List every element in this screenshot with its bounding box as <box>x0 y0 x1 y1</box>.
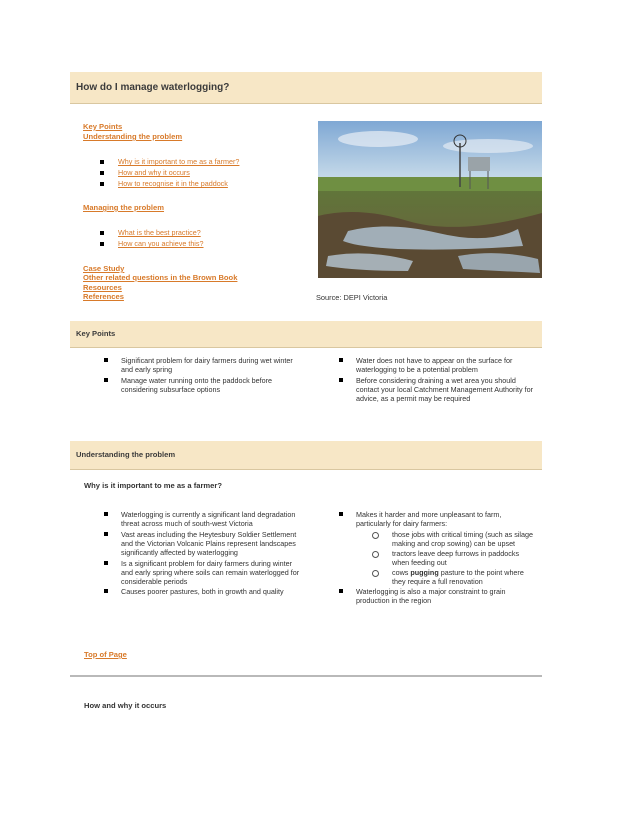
bullet-icon <box>100 231 104 235</box>
understanding-line: when feeding out <box>392 558 447 567</box>
toc-why-important-link[interactable]: Why is it important to me as a farmer? <box>118 157 240 166</box>
understanding-line: significantly affected by waterlogging <box>121 548 238 557</box>
sub-bullet-icon <box>372 551 379 558</box>
understanding-line <box>392 568 524 577</box>
title-band <box>70 72 542 104</box>
bullet-icon <box>104 358 108 362</box>
key-point-text <box>121 356 293 374</box>
bullet-icon <box>339 358 343 362</box>
bullet-icon <box>100 171 104 175</box>
understanding-subtext <box>392 530 533 548</box>
page-title: How do I manage waterlogging? <box>76 82 230 93</box>
pugging-suffix: pasture to the point where <box>438 568 524 577</box>
toc-managing-link[interactable]: Managing the problem <box>83 203 165 212</box>
understanding-line: they require a full renovation <box>392 577 483 586</box>
photo-caption: Source: DEPI Victoria <box>316 293 388 302</box>
key-point-line: Water does not have to appear on the surface for <box>356 356 513 365</box>
understanding-line: those jobs with critical timing (such as silage <box>392 530 534 539</box>
pugging-prefix: cows <box>392 568 411 577</box>
key-point-line: Significant problem for dairy farmers during wet winter <box>121 356 293 365</box>
toc-item[interactable] <box>100 157 239 166</box>
understanding-line: Makes it harder and more unpleasant to farm, <box>356 510 502 519</box>
key-point-line: advice, as a permit may be required <box>356 394 471 403</box>
understanding-line: and early spring where soils can remain waterlogged for <box>121 568 300 577</box>
toc-recognise-link[interactable]: How to recognise it in the paddock <box>118 179 228 188</box>
understanding-line: making and crop sowing) can be upset <box>392 539 516 548</box>
bullet-icon <box>104 378 108 382</box>
toc-resources-link[interactable]: Resources <box>83 283 122 292</box>
bullet-icon <box>104 561 108 565</box>
toc-item[interactable] <box>100 179 228 188</box>
toc-other-questions-link[interactable]: Other related questions in the Brown Book <box>83 273 238 282</box>
key-point-line: and early spring <box>121 365 173 374</box>
key-point-line: considering subsurface options <box>121 385 221 394</box>
toc-key-points-link[interactable]: Key Points <box>83 122 123 131</box>
understanding-line: considerable periods <box>121 577 188 586</box>
bullet-icon <box>104 532 108 536</box>
understanding-line: threat across much of south-west Victoria <box>121 519 253 528</box>
sub-bullet-icon <box>372 570 379 577</box>
key-points-band <box>70 321 542 348</box>
understanding-line: Waterlogging is also a major constraint to grain <box>356 587 506 596</box>
understanding-line: particularly for dairy farmers: <box>356 519 448 528</box>
key-point-text <box>356 376 533 403</box>
toc-achieve-link[interactable]: How can you achieve this? <box>118 239 204 248</box>
understanding-text <box>121 510 295 528</box>
understanding-line: Waterlogging is currently a significant land degradation <box>121 510 296 519</box>
key-point-text <box>356 356 512 374</box>
toc-best-practice-link[interactable]: What is the best practice? <box>118 228 201 237</box>
key-point-line: contact your local Catchment Management Authority for <box>356 385 533 394</box>
toc-how-why-link[interactable]: How and why it occurs <box>118 168 190 177</box>
toc-item[interactable] <box>100 168 190 177</box>
toc-case-study-link[interactable]: Case Study <box>83 264 125 273</box>
understanding-line: production in the region <box>356 596 432 605</box>
understanding-text <box>356 510 501 528</box>
pugging-term: pugging <box>410 568 439 577</box>
understanding-line: tractors leave deep furrows in paddocks <box>392 549 520 558</box>
understanding-band <box>70 441 542 470</box>
bullet-icon <box>104 589 108 593</box>
bullet-icon <box>339 512 343 516</box>
understanding-text <box>121 587 284 596</box>
bullet-icon <box>100 160 104 164</box>
toc-references-link[interactable]: References <box>83 292 124 301</box>
bullet-icon <box>100 182 104 186</box>
bullet-icon <box>100 242 104 246</box>
waterlogged-paddock-photo <box>318 121 542 278</box>
bullet-icon <box>104 512 108 516</box>
toc-understanding-link[interactable]: Understanding the problem <box>83 132 183 141</box>
bullet-icon <box>339 589 343 593</box>
key-point-line: Manage water running onto the paddock before <box>121 376 273 385</box>
understanding-heading: Understanding the problem <box>76 450 176 459</box>
understanding-line: and the Victorian Volcanic Plains represent landscapes <box>121 539 296 548</box>
understanding-subtext <box>392 549 519 567</box>
sub-bullet-icon <box>372 532 379 539</box>
understanding-line: Causes poorer pastures, both in growth and quality <box>121 587 284 596</box>
section-divider <box>70 675 542 677</box>
why-important-heading: Why is it important to me as a farmer? <box>84 481 222 490</box>
top-of-page-link[interactable]: Top of Page <box>84 650 127 659</box>
understanding-line: Is a significant problem for dairy farmers during winter <box>121 559 292 568</box>
understanding-line: Vast areas including the Heytesbury Soldier Settlement <box>121 530 297 539</box>
toc-item[interactable] <box>100 239 204 248</box>
key-point-text <box>121 376 272 394</box>
understanding-text <box>356 587 506 605</box>
key-points-heading: Key Points <box>76 329 116 338</box>
key-point-line: Before considering draining a wet area you should <box>356 376 516 385</box>
bullet-icon <box>339 378 343 382</box>
key-point-line: waterlogging to be a potential problem <box>356 365 478 374</box>
understanding-subtext <box>392 568 524 586</box>
how-why-heading: How and why it occurs <box>84 701 167 710</box>
toc-item[interactable] <box>100 228 201 237</box>
understanding-text <box>121 559 299 586</box>
understanding-text <box>121 530 296 557</box>
